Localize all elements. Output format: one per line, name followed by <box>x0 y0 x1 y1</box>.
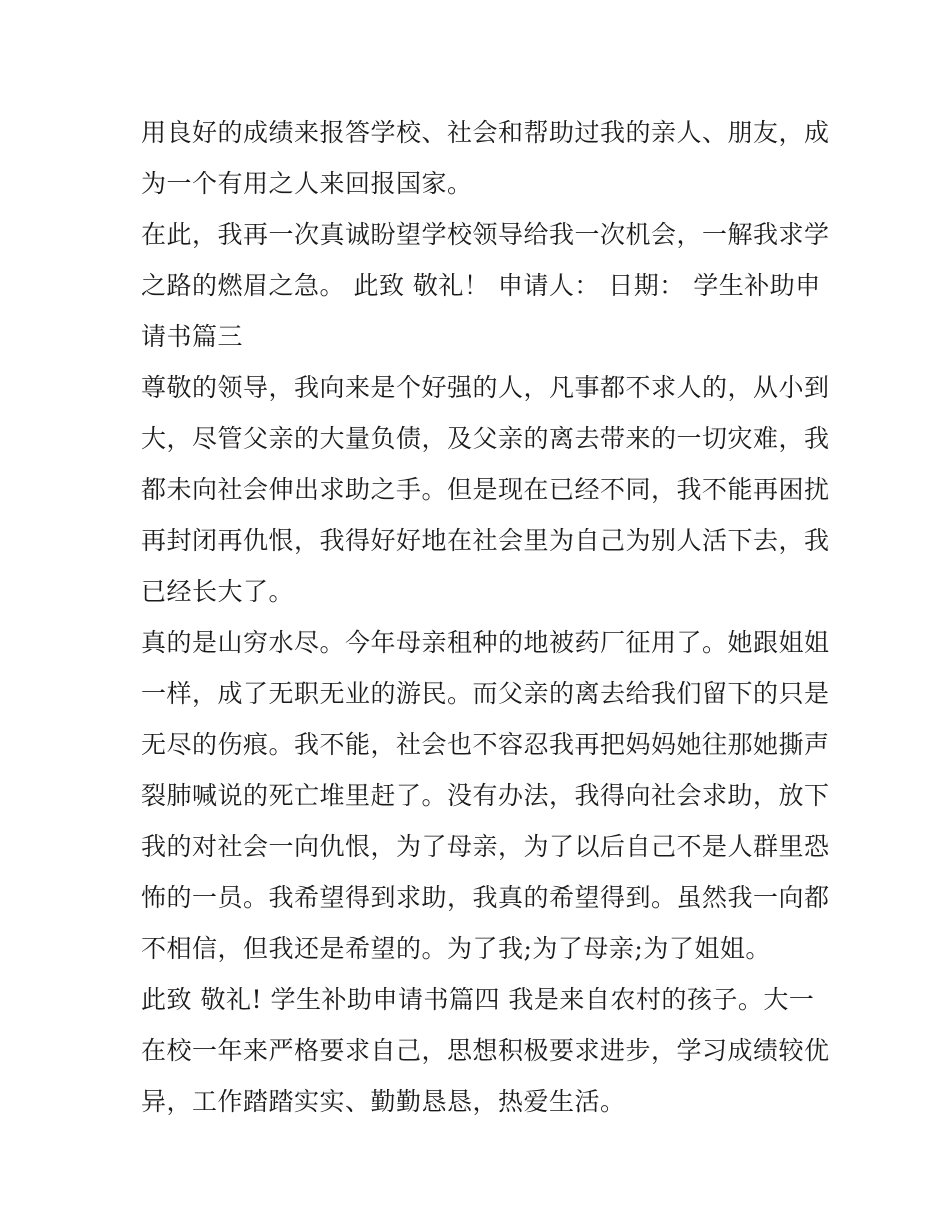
text-line: 我的对社会一向仇恨，为了母亲，为了以后自己不是人群里恐 <box>141 832 830 861</box>
text-line: 再封闭再仇恨，我得好好地在社会里为自己为别人活下去，我 <box>141 526 830 555</box>
text-line: 大，尽管父亲的大量负债，及父亲的离去带来的一切灾难，我 <box>141 424 830 453</box>
text-line: 之路的燃眉之急。 此致 敬礼！ 申请人： 日期： 学生补助申 <box>141 271 821 300</box>
text-line: 无尽的伤痕。我不能，社会也不容忍我再把妈妈她往那她撕声 <box>141 730 830 759</box>
text-line: 请书篇三 <box>141 322 244 351</box>
text-line: 尊敬的领导，我向来是个好强的人，凡事都不求人的，从小到 <box>141 373 830 402</box>
text-line: 怖的一员。我希望得到求助，我真的希望得到。虽然我一向都 <box>141 883 830 912</box>
document-body <box>141 107 830 1127</box>
text-line: 此致 敬礼! 学生补助申请书篇四 我是来自农村的孩子。大一 <box>141 985 815 1014</box>
text-line: 裂肺喊说的死亡堆里赶了。没有办法，我得向社会求助，放下 <box>141 781 830 810</box>
text-line: 在此，我再一次真诚盼望学校领导给我一次机会，一解我求学 <box>141 220 830 249</box>
text-line: 一样，成了无职无业的游民。而父亲的离去给我们留下的只是 <box>141 679 830 708</box>
text-line: 在校一年来严格要求自己，思想积极要求进步，学习成绩较优 <box>141 1036 830 1065</box>
text-line: 异，工作踏踏实实、勤勤恳恳，热爱生活。 <box>141 1087 626 1116</box>
text-line: 真的是山穷水尽。今年母亲租种的地被药厂征用了。她跟姐姐 <box>141 628 830 657</box>
text-line: 用良好的成绩来报答学校、社会和帮助过我的亲人、朋友，成 <box>141 118 830 147</box>
text-line: 都未向社会伸出求助之手。但是现在已经不同，我不能再困扰 <box>141 475 830 504</box>
text-line: 已经长大了。 <box>141 577 295 606</box>
text-line: 不相信，但我还是希望的。为了我;为了母亲;为了姐姐。 <box>141 934 771 963</box>
text-line: 为一个有用之人来回报国家。 <box>141 169 473 198</box>
